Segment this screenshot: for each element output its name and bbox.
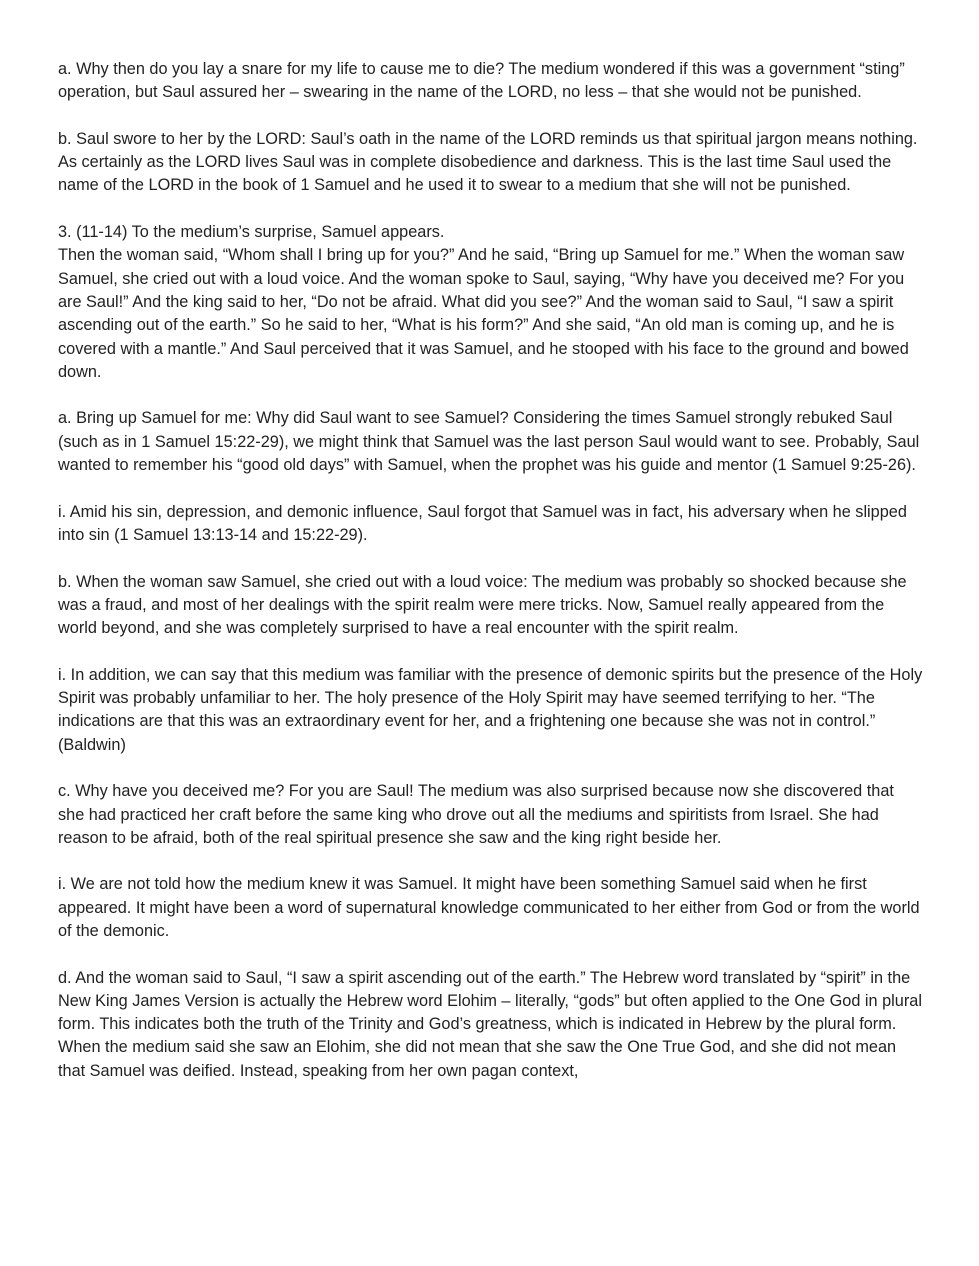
paragraph-cried-out: b. When the woman saw Samuel, she cried out with a loud voice: The medium was probably so shocked because she was a fraud, and most of her dealings with the spirit realm were mere tricks. Now, Samuel really appeared from the world beyond, and she was completely surprised to have a real encounter with the spirit realm.: [58, 572, 907, 638]
section-heading-samuel-appears: 3. (11-14) To the medium’s surprise, Samuel appears.: [58, 223, 445, 242]
paragraph-saul-swore: b. Saul swore to her by the LORD: Saul’s oath in the name of the LORD reminds us that spiritual jargon means nothing. As certainly as the LORD lives Saul was in complete disobedience and darkness. This is the last time Saul used the name of the LORD in the book of 1 Samuel and he used it to swear to a medium that she will not be punished.: [58, 129, 918, 195]
paragraph-snare: a. Why then do you lay a snare for my life to cause me to die? The medium wondered if this was a government “sting” operation, but Saul assured her – swearing in the name of the LORD, no less – that she would not be punished.: [58, 60, 905, 102]
document-page: [58, 58, 924, 1106]
paragraph-adversary: i. Amid his sin, depression, and demonic influence, Saul forgot that Samuel was in fact, his adversary when he slipped into sin (1 Samuel 13:13-14 and 15:22-29).: [58, 502, 907, 544]
paragraph-deceived: c. Why have you deceived me? For you are Saul! The medium was also surprised because now she discovered that she had practiced her craft before the same king who drove out all the mediums and spiritists from Israel. She had reason to be afraid, both of the real spiritual presence she saw and the king right beside her.: [58, 782, 894, 847]
paragraph-bring-up-samuel: a. Bring up Samuel for me: Why did Saul want to see Samuel? Considering the times Samuel strongly rebuked Saul (such as in 1 Samuel 15:22-29), we might think that Samuel was the last person Saul would want to see. Probably, Saul wanted to remember his “good old days” with Samuel, when the prophet was his guide and mentor (1 Samuel 9:25-26).: [58, 409, 920, 475]
paragraph-not-told: i. We are not told how the medium knew it was Samuel. It might have been something Samuel said when he first appeared. It might have been a word of supernatural knowledge communicated to her either from God or from the world of the demonic.: [58, 875, 920, 940]
paragraph-holy-spirit: i. In addition, we can say that this medium was familiar with the presence of demonic spirits but the presence of the Holy Spirit was probably unfamiliar to her. The holy presence of the Holy Spirit may have seemed terrifying to her. “The indications are that this was an extraordinary event for her, and a frightening one because she was not in control.” (Baldwin): [58, 665, 923, 754]
paragraph-elohim: d. And the woman said to Saul, “I saw a spirit ascending out of the earth.” The Hebrew word translated by “spirit” in the New King James Version is actually the Hebrew word Elohim – literally, “gods” but often applied to the One God in plural form. This indicates both the truth of the Trinity and God’s greatness, which is indicated in Hebrew by the plural form. When the medium said she saw an Elohim, she did not mean that she saw the One True God, and she did not mean that Samuel was deified. Instead, speaking from her own pagan context,: [58, 968, 922, 1080]
scripture-passage: Then the woman said, “Whom shall I bring up for you?” And he said, “Bring up Samuel for me.” When the woman saw Samuel, she cried out with a loud voice. And the woman spoke to Saul, saying, “Why have you deceived me? For you are Saul!” And the king said to her, “Do not be afraid. What did you see?” And the woman said to Saul, “I saw a spirit ascending out of the earth.” So he said to her, “What is his form?” And she said, “An old man is coming up, and he is covered with a mantle.” And Saul perceived that it was Samuel, and he stooped with his face to the ground and bowed down.: [58, 246, 909, 381]
